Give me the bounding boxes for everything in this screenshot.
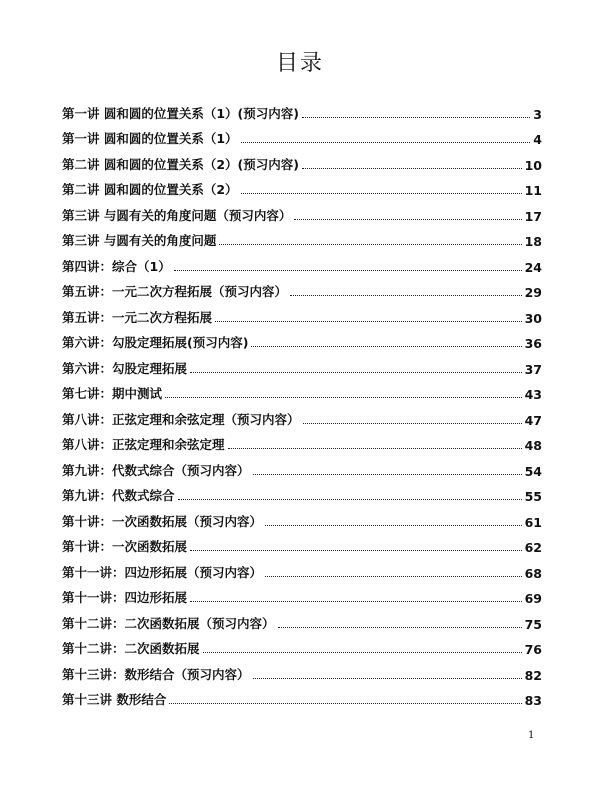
toc-entry[interactable] bbox=[62, 428, 542, 454]
toc-entry-label: 第十二讲：二次函数拓展（预习内容） bbox=[62, 615, 275, 631]
dot-leader bbox=[241, 142, 531, 143]
toc-entry-page: 47 bbox=[524, 412, 542, 428]
dot-leader bbox=[215, 321, 522, 322]
toc-entry-label: 第十三讲：数形结合（预习内容） bbox=[62, 666, 250, 682]
toc-entry-label: 第十讲：一次函数拓展（预习内容） bbox=[62, 513, 263, 529]
toc-entry-label: 第六讲：勾股定理拓展 bbox=[62, 360, 188, 376]
dot-leader bbox=[169, 703, 521, 704]
toc-entry-page: 55 bbox=[524, 489, 542, 504]
dot-leader bbox=[190, 372, 522, 373]
toc-entry[interactable] bbox=[62, 249, 542, 275]
toc-entry-label: 第九讲：代数式综合 bbox=[62, 488, 175, 503]
toc-entry-label: 第十讲：一次函数拓展 bbox=[62, 539, 188, 554]
toc-entry[interactable] bbox=[62, 479, 542, 505]
dot-leader bbox=[303, 423, 522, 424]
toc-entry[interactable] bbox=[62, 402, 542, 428]
toc-entry-label: 第四讲：综合（1） bbox=[62, 258, 171, 274]
dot-leader bbox=[203, 652, 522, 653]
toc-entry-label: 第一讲 圆和圆的位置关系（1）(预习内容) bbox=[62, 105, 299, 121]
toc-entry-label: 第七讲：期中测试 bbox=[62, 386, 163, 401]
toc-entry[interactable] bbox=[62, 504, 542, 530]
toc-entry-page: 17 bbox=[524, 208, 542, 224]
table-of-contents bbox=[62, 96, 542, 708]
toc-entry[interactable] bbox=[62, 326, 542, 352]
toc-entry-page: 18 bbox=[524, 234, 542, 249]
toc-entry-label: 第十二讲：二次函数拓展 bbox=[62, 641, 200, 656]
dot-leader bbox=[265, 525, 522, 526]
toc-entry[interactable] bbox=[62, 683, 542, 709]
toc-entry-page: 68 bbox=[524, 565, 542, 581]
dot-leader bbox=[294, 219, 521, 220]
dot-leader bbox=[228, 448, 522, 449]
dot-leader bbox=[302, 117, 530, 118]
dot-leader bbox=[190, 550, 522, 551]
toc-entry[interactable] bbox=[62, 555, 542, 581]
toc-entry-page: 76 bbox=[524, 642, 542, 657]
toc-entry-label: 第十一讲：四边形拓展（预习内容） bbox=[62, 564, 263, 580]
toc-entry-label: 第二讲 圆和圆的位置关系（2） bbox=[62, 182, 238, 197]
toc-entry-page: 4 bbox=[533, 132, 542, 147]
toc-entry-page: 54 bbox=[524, 463, 542, 479]
toc-entry-label: 第二讲 圆和圆的位置关系（2）(预习内容) bbox=[62, 156, 299, 172]
dot-leader bbox=[190, 601, 522, 602]
dot-leader bbox=[219, 244, 521, 245]
dot-leader bbox=[174, 270, 522, 271]
toc-entry-label: 第八讲：正弦定理和余弦定理（预习内容） bbox=[62, 411, 300, 427]
dot-leader bbox=[265, 576, 522, 577]
dot-leader bbox=[241, 193, 522, 194]
toc-entry[interactable] bbox=[62, 96, 542, 122]
toc-entry[interactable] bbox=[62, 275, 542, 301]
toc-entry-page: 37 bbox=[524, 361, 542, 377]
dot-leader bbox=[302, 168, 522, 169]
toc-entry[interactable] bbox=[62, 351, 542, 377]
toc-entry-page: 69 bbox=[524, 591, 542, 606]
toc-entry-label: 第三讲 与圆有关的角度问题 bbox=[62, 233, 217, 248]
toc-entry-label: 第十三讲 数形结合 bbox=[62, 692, 167, 707]
toc-entry-page: 24 bbox=[524, 259, 542, 275]
dot-leader bbox=[251, 346, 521, 347]
toc-entry[interactable] bbox=[62, 657, 542, 683]
toc-entry[interactable] bbox=[62, 198, 542, 224]
toc-entry[interactable] bbox=[62, 453, 542, 479]
toc-entry[interactable] bbox=[62, 377, 542, 403]
dot-leader bbox=[165, 397, 522, 398]
toc-entry-label: 第三讲 与圆有关的角度问题（预习内容） bbox=[62, 207, 292, 223]
toc-entry-page: 62 bbox=[524, 540, 542, 555]
dot-leader bbox=[290, 295, 522, 296]
toc-entry-page: 75 bbox=[524, 616, 542, 632]
toc-entry[interactable] bbox=[62, 581, 542, 607]
toc-entry[interactable] bbox=[62, 606, 542, 632]
page-title: 目录 bbox=[275, 51, 324, 76]
toc-entry-label: 第五讲：一元二次方程拓展（预习内容） bbox=[62, 284, 288, 299]
toc-entry-page: 82 bbox=[524, 667, 542, 683]
dot-leader bbox=[278, 627, 522, 628]
toc-entry[interactable] bbox=[62, 530, 542, 556]
toc-entry-page: 48 bbox=[524, 438, 542, 453]
toc-entry-page: 61 bbox=[524, 514, 542, 530]
page-number: 1 bbox=[528, 730, 535, 741]
toc-entry-label: 第九讲：代数式综合（预习内容） bbox=[62, 462, 250, 478]
toc-entry-label: 第一讲 圆和圆的位置关系（1） bbox=[62, 131, 238, 146]
toc-entry[interactable] bbox=[62, 147, 542, 173]
toc-entry[interactable] bbox=[62, 173, 542, 199]
toc-entry-label: 第五讲：一元二次方程拓展 bbox=[62, 309, 213, 325]
toc-entry-page: 30 bbox=[524, 310, 542, 326]
toc-entry-label: 第六讲：勾股定理拓展(预习内容) bbox=[62, 335, 249, 350]
dot-leader bbox=[178, 499, 522, 500]
toc-entry-page: 10 bbox=[524, 157, 542, 173]
toc-entry-page: 83 bbox=[524, 693, 542, 708]
toc-entry-page: 36 bbox=[524, 336, 542, 351]
dot-leader bbox=[253, 474, 522, 475]
toc-entry-page: 11 bbox=[524, 183, 542, 198]
toc-entry-label: 第八讲：正弦定理和余弦定理 bbox=[62, 437, 225, 452]
toc-entry-page: 29 bbox=[524, 285, 542, 300]
toc-entry[interactable] bbox=[62, 632, 542, 658]
toc-entry[interactable] bbox=[62, 224, 542, 250]
toc-entry[interactable] bbox=[62, 300, 542, 326]
toc-entry-label: 第十一讲：四边形拓展 bbox=[62, 590, 188, 605]
toc-entry-page: 3 bbox=[533, 106, 542, 122]
toc-entry[interactable] bbox=[62, 122, 542, 148]
dot-leader bbox=[253, 678, 522, 679]
toc-entry-page: 43 bbox=[524, 387, 542, 402]
